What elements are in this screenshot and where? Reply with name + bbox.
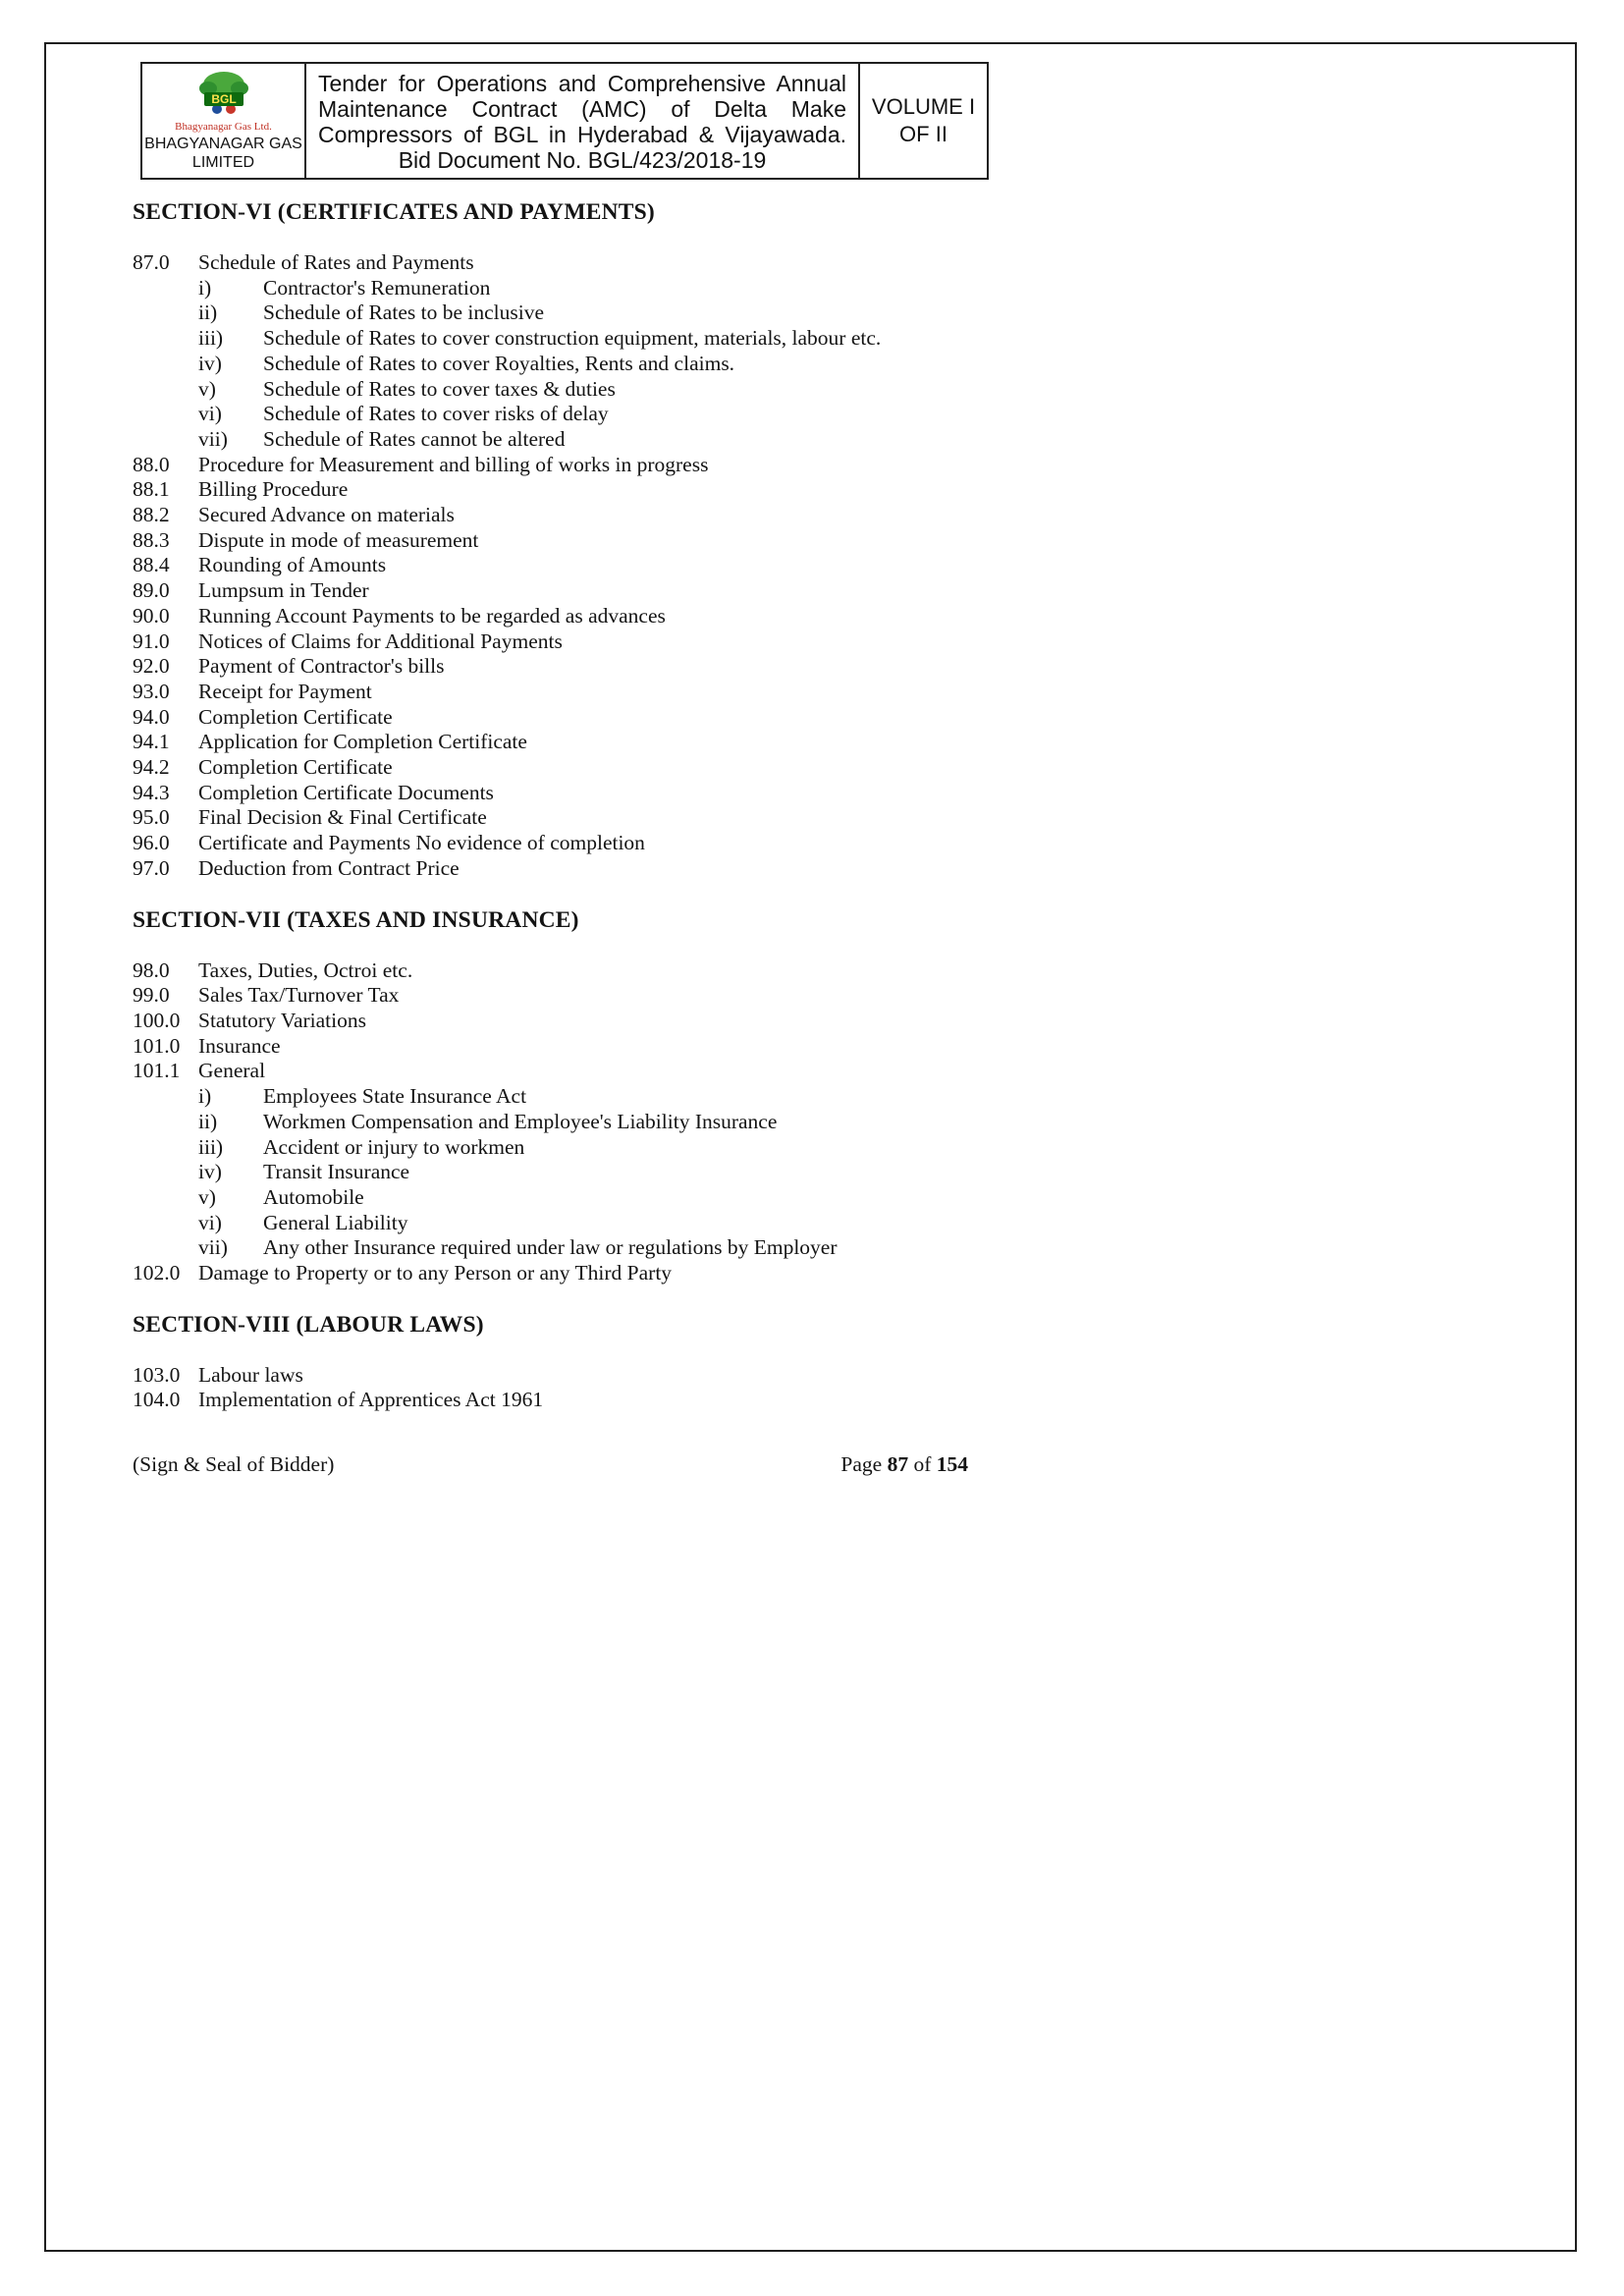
item-number: 96.0 [133,831,170,855]
bid-document-number: Bid Document No. BGL/423/2018-19 [398,147,767,173]
item-text: Running Account Payments to be regarded as advances [198,603,666,628]
toc-row [133,1034,1021,1060]
item-text: Certificate and Payments No evidence of completion [198,831,645,855]
toc-row [133,578,1021,604]
bgl-logo-icon [188,70,260,121]
page-indicator [840,1451,968,1477]
section-certificates-and-payments [133,199,1021,882]
toc-row [133,629,1021,655]
item-text: Accident or injury to workmen [263,1134,525,1159]
toc-row [133,958,1021,984]
tender-title-line2: Maintenance Contract (AMC) of Delta Make [318,96,846,122]
toc-row [133,453,1021,478]
item-number: v) [198,1184,216,1209]
item-text: Insurance [198,1033,281,1058]
item-text: Receipt for Payment [198,679,372,703]
item-number: v) [198,376,216,401]
toc-row [133,1110,1021,1135]
toc-row [133,1135,1021,1161]
toc-row [133,1235,1021,1261]
toc-row [133,755,1021,781]
item-number: 103.0 [133,1362,181,1387]
volume-line2: OF II [899,122,947,146]
section-rows [133,250,1021,882]
item-number: 102.0 [133,1261,181,1285]
item-text: Payment of Contractor's bills [198,654,445,679]
item-text: Application for Completion Certificate [198,730,527,754]
toc-row [133,326,1021,352]
company-name-line2: LIMITED [191,154,255,171]
section-labour-laws [133,1312,1021,1413]
toc-row [133,553,1021,578]
toc-row [133,654,1021,680]
header-table [140,62,989,180]
item-number: 88.1 [133,477,170,502]
item-text: Completion Certificate [198,755,393,780]
toc-row [133,705,1021,731]
item-number: 97.0 [133,855,170,880]
item-text: Schedule of Rates to cover construction equipment, materials, labour etc. [263,326,882,351]
item-number: vi) [198,1210,222,1234]
item-text: Automobile [263,1184,364,1209]
item-number: 88.2 [133,503,170,527]
item-number: iv) [198,351,222,375]
of-word: of [913,1452,932,1476]
item-text: Schedule of Rates to cover Royalties, Rents and claims. [263,351,735,375]
item-number: iii) [198,1134,224,1159]
item-number: vii) [198,426,228,451]
item-text: Contractor's Remuneration [263,275,491,300]
item-text: Sales Tax/Turnover Tax [198,983,400,1008]
item-text: Labour laws [198,1362,303,1387]
item-text: Workmen Compensation and Employee's Liability Insurance [263,1109,778,1133]
toc-row [133,1084,1021,1110]
item-text: Any other Insurance required under law or regulations by Employer [263,1235,838,1260]
item-number: 101.0 [133,1033,181,1058]
item-text: Billing Procedure [198,477,349,502]
toc-row [133,730,1021,755]
toc-row [133,1211,1021,1236]
toc-row [133,528,1021,554]
item-number: 92.0 [133,654,170,679]
item-number: 94.3 [133,780,170,804]
item-text: General Liability [263,1210,408,1234]
toc-row [133,1363,1021,1389]
item-text: Schedule of Rates and Payments [198,250,474,274]
item-number: 94.0 [133,704,170,729]
item-number: 98.0 [133,957,170,982]
sign-seal-note: (Sign & Seal of Bidder) [133,1452,335,1476]
toc-row [133,1388,1021,1413]
toc-content [133,199,1021,1413]
item-text: Implementation of Apprentices Act 1961 [198,1388,544,1412]
company-name [144,135,302,172]
tender-title-cell [306,64,860,178]
toc-row [133,250,1021,276]
item-text: Rounding of Amounts [198,553,387,577]
item-number: 88.3 [133,527,170,552]
item-text: Notices of Claims for Additional Payments [198,629,563,653]
toc-row [133,377,1021,403]
page-total: 154 [936,1452,968,1476]
item-number: 89.0 [133,578,170,603]
item-text: Completion Certificate [198,704,393,729]
item-text: Employees State Insurance Act [263,1084,527,1109]
item-number: i) [198,1084,212,1109]
logo-tagline: Bhagyanagar Gas Ltd. [175,121,272,133]
page-word: Page [840,1452,883,1476]
item-number: 88.0 [133,452,170,476]
toc-row [133,831,1021,856]
item-text: Procedure for Measurement and billing of works in progress [198,452,709,476]
toc-row [133,276,1021,301]
company-name-line1: BHAGYANAGAR GAS [144,136,302,152]
item-number: iv) [198,1160,222,1184]
item-number: i) [198,275,212,300]
toc-row [133,477,1021,503]
item-number: 95.0 [133,805,170,830]
toc-row [133,983,1021,1009]
toc-row [133,1261,1021,1286]
section-rows [133,1363,1021,1413]
volume-line1: VOLUME I [871,94,976,119]
item-text: Taxes, Duties, Octroi etc. [198,957,413,982]
section-rows [133,958,1021,1286]
toc-row [133,352,1021,377]
toc-row [133,503,1021,528]
item-text: Schedule of Rates to cover taxes & duties [263,376,616,401]
toc-row [133,1009,1021,1034]
item-text: Damage to Property or to any Person or any Third Party [198,1261,673,1285]
item-number: vii) [198,1235,228,1260]
item-number: 99.0 [133,983,170,1008]
item-number: 104.0 [133,1388,181,1412]
item-text: Secured Advance on materials [198,503,455,527]
page-footer [133,1451,968,1477]
item-number: 90.0 [133,603,170,628]
item-number: ii) [198,1109,218,1133]
item-text: Schedule of Rates cannot be altered [263,426,566,451]
item-number: 93.0 [133,679,170,703]
section-taxes-and-insurance [133,907,1021,1286]
toc-row [133,680,1021,705]
section-heading: SECTION-VII (TAXES AND INSURANCE) [133,906,579,933]
item-number: 94.2 [133,755,170,780]
item-number: 101.1 [133,1059,181,1083]
volume-cell [860,64,987,178]
item-text: Completion Certificate Documents [198,780,494,804]
toc-row [133,856,1021,882]
item-number: 100.0 [133,1008,181,1032]
item-text: Schedule of Rates to be inclusive [263,301,544,325]
toc-row [133,781,1021,806]
tender-title-line1: Tender for Operations and Comprehensive Annual [318,71,846,96]
tender-title-line3: Compressors of BGL in Hyderabad & Vijayawada. [318,122,846,147]
item-text: Schedule of Rates to cover risks of delay [263,402,609,426]
item-text: Transit Insurance [263,1160,410,1184]
item-number: 87.0 [133,250,170,274]
toc-row [133,1185,1021,1211]
item-number: iii) [198,326,224,351]
section-heading: SECTION-VIII (LABOUR LAWS) [133,1311,484,1338]
item-number: 88.4 [133,553,170,577]
logo-cell [142,64,306,178]
item-text: Dispute in mode of measurement [198,527,479,552]
toc-row [133,604,1021,629]
item-number: vi) [198,402,222,426]
toc-row [133,1160,1021,1185]
toc-row [133,301,1021,326]
item-text: Lumpsum in Tender [198,578,369,603]
toc-row [133,805,1021,831]
item-text: Deduction from Contract Price [198,855,460,880]
item-text: Final Decision & Final Certificate [198,805,487,830]
toc-row [133,402,1021,427]
item-text: General [198,1059,266,1083]
toc-row [133,1059,1021,1084]
section-heading: SECTION-VI (CERTIFICATES AND PAYMENTS) [133,199,655,225]
svg-text:BGL: BGL [210,92,237,106]
item-text: Statutory Variations [198,1008,366,1032]
page-number: 87 [887,1452,909,1476]
toc-row [133,427,1021,453]
item-number: 91.0 [133,629,170,653]
item-number: 94.1 [133,730,170,754]
item-number: ii) [198,301,218,325]
